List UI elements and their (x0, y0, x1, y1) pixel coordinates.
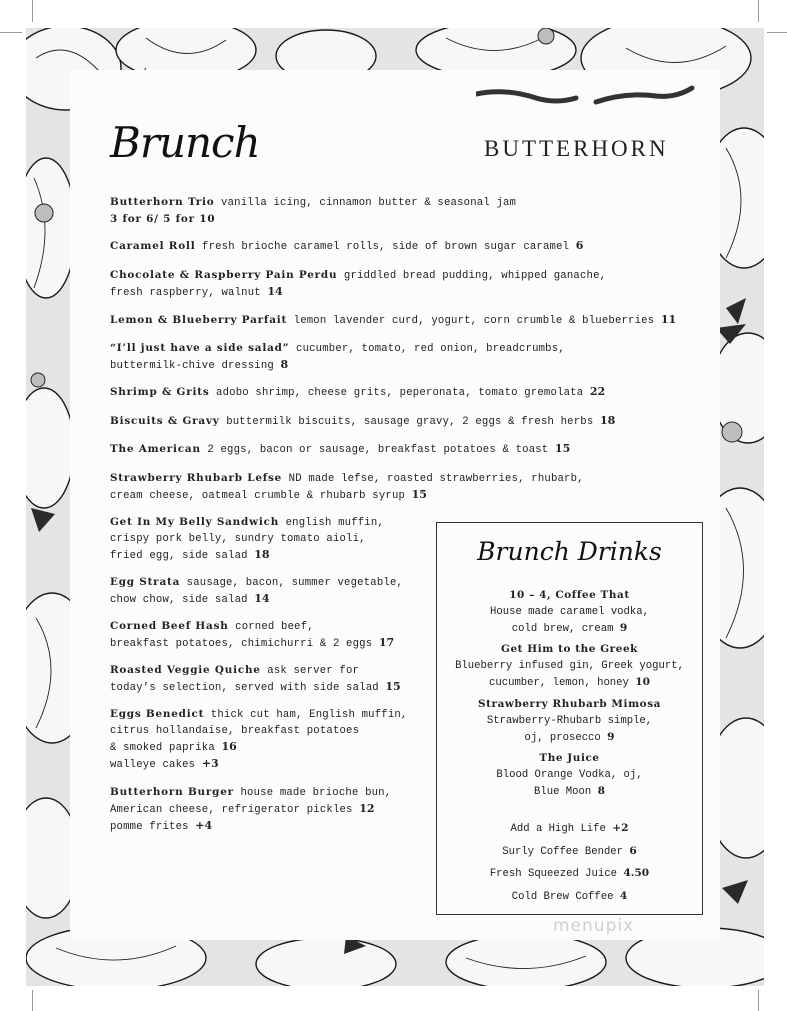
item-desc-cont: breakfast potatoes, chimichurri & 2 eggs (110, 638, 379, 650)
crop-mark-top-right (758, 0, 759, 22)
addon-price: 4 (619, 890, 628, 902)
item-name: Egg Strata (110, 576, 181, 588)
item-desc: fresh brioche caramel rolls, side of brown sugar caramel (195, 241, 576, 253)
item-name: Strawberry Rhubarb Lefse (110, 472, 283, 484)
item-desc: english muffin, (279, 517, 384, 529)
menu-item (110, 618, 394, 652)
item-desc-cont: citrus hollandaise, breakfast potatoes (110, 725, 360, 737)
restaurant-name: BUTTERHORN (484, 136, 669, 161)
crop-mark-top-left (32, 0, 33, 22)
item-price: 3 for 6/ 5 for 10 (110, 213, 216, 225)
drink-item (437, 750, 702, 800)
item-desc-cont: & smoked paprika (110, 742, 222, 754)
drink-name: Strawberry Rhubarb Mimosa (478, 698, 661, 710)
item-desc-cont: fried egg, side salad (110, 550, 255, 562)
addon-item (437, 843, 702, 860)
item-price: 14 (267, 285, 283, 298)
menu-item (110, 413, 615, 430)
menu-item (110, 267, 606, 301)
drink-name: The Juice (539, 752, 600, 764)
drink-desc: Blood Orange Vodka, oj, (496, 769, 643, 781)
item-name: Corned Beef Hash (110, 620, 229, 632)
item-name: Caramel Roll (110, 240, 196, 252)
flourish-ornament (476, 84, 696, 114)
menu-item (110, 384, 605, 401)
item-price: 15 (411, 488, 427, 501)
crop-mark-bottom-right (758, 990, 759, 1011)
item-desc: corned beef, (228, 621, 314, 633)
drink-price: 8 (597, 785, 605, 797)
drink-desc-cont: Blue Moon (534, 786, 598, 798)
menu-item (110, 514, 384, 564)
drinks-box (436, 522, 703, 915)
watermark: menupix (553, 916, 635, 936)
item-desc-cont: crispy pork belly, sundry tomato aioli, (110, 533, 366, 545)
item-name: Roasted Veggie Quiche (110, 664, 261, 676)
item-desc: griddled bread pudding, whipped ganache, (337, 270, 607, 282)
item-price: 16 (221, 740, 237, 753)
addon-item (437, 888, 702, 905)
item-desc: cucumber, tomato, red onion, breadcrumbs, (289, 343, 565, 355)
item-price: 18 (254, 548, 270, 561)
addon-price: 4.50 (623, 867, 650, 879)
item-desc: ask server for (260, 665, 360, 677)
addon-label: Surly Coffee Bender (502, 846, 630, 858)
addon-label: Cold Brew Coffee (511, 891, 620, 903)
item-desc: adobo shrimp, cheese grits, peperonata, tomato gremolata (209, 387, 590, 399)
menu-item (110, 470, 584, 504)
item-desc-cont: fresh raspberry, walnut (110, 287, 268, 299)
item-price: 8 (280, 358, 289, 371)
item-name: Eggs Benedict (110, 708, 205, 720)
item-name: Lemon & Blueberry Parfait (110, 314, 288, 326)
menu-item (110, 312, 676, 329)
item-desc: house made brioche bun, (233, 787, 392, 799)
crop-mark-bottom-left (32, 990, 33, 1011)
drink-desc: Strawberry-Rhubarb simple, (486, 715, 653, 727)
addon-price: 6 (629, 845, 637, 857)
item-name: The American (110, 443, 201, 455)
drink-item (437, 587, 702, 637)
item-name: “I’ll just have a side salad” (110, 342, 290, 354)
crop-mark-top-right-h (767, 32, 787, 33)
drink-desc-cont: cucumber, lemon, honey (489, 677, 636, 689)
item-price: 17 (378, 636, 395, 649)
item-desc-cont: chow chow, side salad (110, 594, 255, 606)
item-price: 12 (359, 802, 375, 815)
drink-desc-cont: cold brew, cream (511, 623, 620, 635)
drink-price: 10 (635, 676, 650, 688)
item-name: Get In My Belly Sandwich (110, 516, 280, 528)
item-desc: ND made lefse, roasted strawberries, rhubarb, (282, 473, 584, 485)
item-name: Chocolate & Raspberry Pain Perdu (110, 269, 338, 281)
item-price: 15 (554, 442, 571, 455)
item-desc: buttermilk biscuits, sausage gravy, 2 eggs & fresh herbs (219, 416, 600, 428)
addon-price: +2 (612, 822, 629, 834)
addon-item (437, 820, 702, 837)
item-addon: walleye cakes (110, 759, 202, 771)
menu-item (110, 784, 391, 835)
item-price: 14 (254, 592, 270, 605)
item-addon: pomme frites (110, 821, 196, 833)
item-desc-cont: American cheese, refrigerator pickles (110, 804, 360, 816)
drink-name: Get Him to the Greek (501, 643, 638, 655)
item-desc: 2 eggs, bacon or sausage, breakfast potatoes & toast (200, 444, 555, 456)
menu-item (110, 574, 403, 608)
crop-mark-top-left-h (0, 32, 22, 33)
item-desc-cont: today’s selection, served with side salad (110, 682, 386, 694)
addon-label: Add a High Life (510, 823, 613, 835)
item-desc: thick cut ham, English muffin, (204, 709, 408, 721)
item-desc: lemon lavender curd, yogurt, corn crumble & blueberries (287, 315, 661, 327)
menu-item (110, 662, 401, 696)
drink-price: 9 (619, 622, 628, 634)
drink-desc-cont: oj, prosecco (524, 732, 608, 744)
item-price: 22 (589, 385, 606, 398)
item-addon-price: +4 (195, 819, 213, 832)
item-desc-cont: buttermilk-chive dressing (110, 360, 281, 372)
drink-price: 9 (607, 731, 615, 743)
drink-item (437, 641, 702, 691)
drink-item (437, 696, 702, 746)
item-desc: vanilla icing, cinnamon butter & seasonal jam (214, 197, 517, 209)
menu-item (110, 194, 516, 228)
item-desc: sausage, bacon, summer vegetable, (180, 577, 404, 589)
item-price: 15 (385, 680, 401, 693)
menu-item (110, 706, 408, 773)
item-name: Butterhorn Trio (110, 196, 215, 208)
addon-item (437, 865, 702, 882)
item-name: Butterhorn Burger (110, 786, 234, 798)
item-price: 6 (575, 239, 584, 252)
drinks-title: Brunch Drinks (477, 537, 662, 566)
page-title: Brunch (110, 118, 260, 167)
menu-item (110, 441, 570, 458)
addon-label: Fresh Squeezed Juice (489, 868, 624, 880)
drink-name: 10 – 4, Coffee That (509, 589, 630, 601)
item-addon-price: +3 (201, 757, 219, 770)
menu-item (110, 340, 565, 374)
item-name: Biscuits & Gravy (110, 415, 220, 427)
item-price: 11 (660, 313, 677, 326)
item-price: 18 (599, 414, 616, 427)
item-name: Shrimp & Grits (110, 386, 210, 398)
drink-desc: Blueberry infused gin, Greek yogurt, (455, 660, 684, 672)
drink-desc: House made caramel vodka, (490, 606, 649, 618)
item-desc-cont: cream cheese, oatmeal crumble & rhubarb syrup (110, 490, 412, 502)
menu-item (110, 238, 583, 255)
